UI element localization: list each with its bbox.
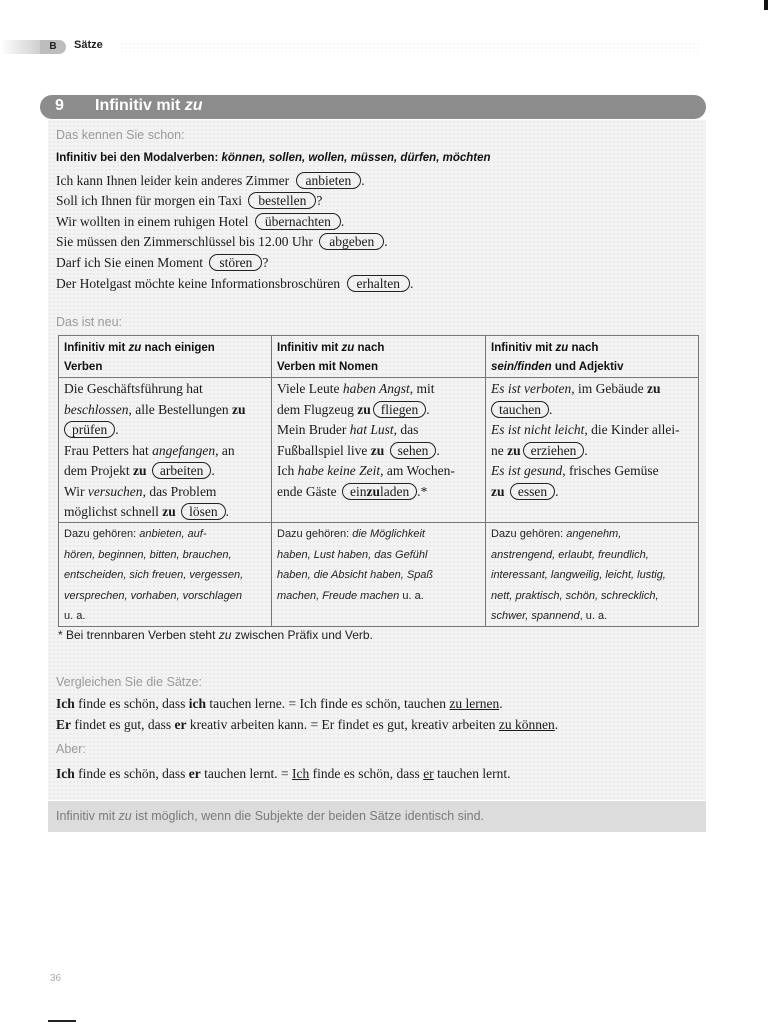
- sentence-text: tauchen lernt. =: [204, 766, 289, 781]
- example-text: dem Projekt: [64, 463, 130, 478]
- example-text: Wir: [64, 483, 85, 499]
- footnote-text: zwischen Präfix und Verb.: [234, 628, 373, 642]
- example-text: Sie müssen den Zimmerschlüssel bis 12.00 Uhr: [56, 234, 313, 249]
- header-text: und Adjektiv: [554, 361, 624, 373]
- running-head-dots: [120, 42, 700, 52]
- verb-pill: sehen: [390, 442, 437, 459]
- example-italic: angefangen: [152, 442, 216, 458]
- example-text: möglichst schnell: [64, 504, 159, 519]
- column-1-examples: [64, 379, 270, 523]
- related-list: versprechen, vorhaben, vorschlagen: [64, 589, 242, 602]
- example-line: [56, 254, 268, 271]
- header-text: Infinitiv mit: [491, 342, 553, 354]
- example-text: ne: [491, 442, 504, 458]
- known-subhead-italic: können, sollen, wollen, müssen, dürfen, möchten: [221, 152, 491, 164]
- running-head-fade: [0, 40, 40, 54]
- related-list: hören, beginnen, bitten, brauchen,: [64, 548, 232, 561]
- related-list: machen, Freude machen: [277, 589, 400, 602]
- infinitive-underlined: zu lernen: [449, 696, 500, 711]
- example-text: , alle Bestellungen: [128, 401, 229, 417]
- example-text: Ich kann Ihnen leider kein anderes Zimmer: [56, 173, 290, 188]
- verb-pill: abgeben: [319, 233, 384, 250]
- column-3-examples: [491, 379, 697, 502]
- related-list: angenehm,: [566, 528, 622, 540]
- verb-pill: stören: [209, 254, 262, 271]
- zu-bold: zu: [370, 442, 385, 458]
- sentence-text: kreativ arbeiten kann. = Er findet es gut, kreativ arbeiten: [189, 717, 496, 732]
- subject-bold: Ich: [56, 766, 75, 781]
- infinitive-underlined: zu können: [498, 717, 555, 732]
- header-zu: zu: [555, 342, 569, 354]
- chapter-title-prefix: Infinitiv mit: [95, 97, 181, 114]
- example-italic: beschlossen: [64, 401, 129, 417]
- column-header-3: [491, 339, 624, 377]
- column-header-1: [64, 339, 215, 377]
- example-end: .: [436, 442, 440, 458]
- example-end: .: [340, 214, 345, 229]
- section-title: Sätze: [74, 39, 103, 51]
- header-zu: zu: [341, 342, 355, 354]
- example-end: .: [426, 401, 430, 417]
- sentence-text: tauchen lernt.: [437, 766, 511, 781]
- example-text: dem Flugzeug: [277, 401, 354, 417]
- verb-pill: übernachten: [255, 213, 341, 230]
- verb-pill: tauchen: [491, 401, 549, 418]
- example-text: , an: [215, 442, 235, 458]
- example-text: , im Gebäude: [571, 381, 644, 396]
- example-end: .: [115, 422, 119, 437]
- example-text: , frisches Gemüse: [562, 463, 659, 478]
- footnote-text: * Bei trennbaren Verben steht: [58, 628, 216, 642]
- verb-pill: lösen: [181, 503, 226, 520]
- subject-bold: er: [174, 717, 187, 732]
- zu-bold: zu: [231, 401, 246, 417]
- zu-bold: zu: [133, 463, 147, 478]
- rule-text-part: Infinitiv mit: [56, 809, 116, 823]
- related-list: interessant, langweilig, leicht, lustig,: [491, 569, 666, 581]
- header-text: nach einigen: [144, 342, 215, 354]
- table-header-rule: [58, 377, 699, 378]
- known-subhead-bold: Infinitiv bei den Modalverben:: [56, 152, 219, 164]
- example-italic: Es ist verboten: [491, 381, 572, 396]
- verb-pill: prüfen: [64, 421, 115, 438]
- verb-prefix: ein: [349, 483, 367, 499]
- sentence-text: finde es schön, dass: [78, 766, 186, 781]
- verb-pill: erhalten: [347, 275, 410, 292]
- zu-bold: zu: [162, 504, 176, 519]
- zu-bold: zu: [646, 381, 661, 396]
- verb-pill: erziehen: [523, 442, 585, 459]
- example-italic: versuchen: [87, 483, 143, 499]
- example-end: .: [361, 173, 365, 188]
- subject-underlined: er: [423, 766, 434, 781]
- header-text: Infinitiv mit: [64, 342, 126, 354]
- related-list: entscheiden, sich freuen, vergessen,: [64, 569, 244, 581]
- example-text: , das: [393, 422, 419, 437]
- zu-bold: zu: [366, 483, 380, 499]
- example-text: ende Gäste: [277, 483, 337, 499]
- example-end: .: [410, 276, 414, 291]
- footnote: [58, 628, 373, 642]
- compare-sentence-3: [56, 766, 511, 782]
- example-text: , das Problem: [142, 483, 217, 499]
- sentence-text: finde es schön, dass: [312, 766, 420, 781]
- example-text: Wir wollten in einem ruhigen Hotel: [56, 214, 249, 229]
- related-label: Dazu gehören:: [64, 528, 137, 540]
- footnote-zu: zu: [218, 628, 232, 642]
- page-number: 36: [50, 973, 62, 984]
- sentence-end: .: [499, 696, 503, 711]
- related-etc: u. a.: [64, 610, 86, 622]
- column-2-related: [277, 524, 483, 606]
- verb-pill: anbieten: [296, 172, 362, 189]
- example-italic: habe keine Zeit: [297, 463, 381, 478]
- chapter-title: [95, 97, 203, 115]
- column-header-2: [277, 339, 384, 377]
- header-text: nach: [571, 342, 599, 354]
- verb-stem: laden: [379, 483, 410, 499]
- subject-underlined: Ich: [291, 766, 310, 781]
- example-end: .: [555, 483, 559, 499]
- example-end: .: [384, 234, 388, 249]
- chapter-title-italic: zu: [184, 97, 203, 114]
- sentence-end: .: [554, 717, 559, 732]
- rule-text: [56, 809, 484, 823]
- example-italic: Es ist nicht leicht: [491, 422, 585, 437]
- related-list: nett, praktisch, schön, schrecklich,: [491, 589, 659, 602]
- example-line: [56, 233, 388, 250]
- related-list: anstrengend, erlaubt, freundlich,: [491, 548, 649, 561]
- section-letter: B: [40, 40, 66, 54]
- related-list: die Möglichkeit: [352, 528, 425, 540]
- example-end: ?: [262, 255, 269, 270]
- table-divider: [271, 335, 272, 627]
- example-line: [56, 172, 365, 189]
- column-2-examples: [277, 379, 483, 502]
- verb-pill: essen: [510, 483, 555, 500]
- example-text: Die Geschäftsführung hat: [64, 381, 203, 396]
- column-3-related: [491, 524, 697, 627]
- chapter-number: 9: [55, 97, 64, 114]
- zu-bold: zu: [357, 401, 371, 417]
- sentence-text: findet es gut, dass: [74, 717, 172, 732]
- aber-label: Aber:: [56, 742, 86, 756]
- related-list: anbieten, auf-: [139, 528, 207, 540]
- example-text: Frau Petters hat: [64, 442, 149, 458]
- example-end: .: [211, 463, 215, 478]
- chapter-bar: [40, 95, 706, 119]
- header-text: Verben: [64, 361, 103, 373]
- subject-bold: ich: [188, 696, 207, 711]
- corner-mark: [764, 0, 768, 10]
- header-text: Infinitiv mit: [277, 342, 339, 354]
- example-text: Fußballspiel live: [277, 442, 368, 458]
- sentence-text: finde es schön, dass: [78, 696, 186, 711]
- rule-text-part: ist möglich, wenn die Subjekte der beiden Sätze identisch sind.: [135, 809, 485, 823]
- example-text: , mit: [409, 381, 435, 396]
- example-text: Viele Leute: [277, 381, 340, 396]
- example-end: ?: [316, 193, 323, 208]
- example-end: .*: [417, 483, 428, 499]
- example-text: Der Hotelgast möchte keine Informationsbroschüren: [56, 276, 341, 291]
- example-line: [56, 213, 344, 230]
- page-rule: [48, 1020, 76, 1022]
- related-label: Dazu gehören:: [277, 528, 350, 540]
- example-text: Ich: [277, 463, 295, 478]
- zu-bold: zu: [507, 442, 521, 458]
- example-italic: hat Lust: [349, 422, 394, 437]
- running-head: [0, 38, 768, 56]
- new-label: Das ist neu:: [56, 315, 123, 329]
- related-etc: , u. a.: [579, 610, 608, 622]
- example-line: [56, 275, 413, 292]
- compare-label: Vergleichen Sie die Sätze:: [56, 675, 202, 689]
- verb-pill: arbeiten: [152, 462, 211, 479]
- known-label: Das kennen Sie schon:: [56, 128, 185, 142]
- example-end: .: [225, 504, 229, 519]
- zu-bold: zu: [491, 483, 505, 499]
- subject-bold: Er: [56, 717, 71, 732]
- rule-zu: zu: [118, 809, 132, 823]
- example-italic: haben Angst: [342, 381, 410, 396]
- subject-bold: er: [188, 766, 201, 781]
- verb-pill: fliegen: [373, 401, 426, 418]
- related-label: Dazu gehören:: [491, 528, 564, 540]
- table-divider: [485, 335, 486, 627]
- compare-sentence-2: [56, 717, 558, 733]
- verb-pill: [342, 483, 417, 500]
- example-text: Soll ich Ihnen für morgen ein Taxi: [56, 193, 243, 208]
- header-text: nach: [357, 342, 385, 354]
- example-line: [56, 192, 322, 209]
- example-text: , die Kinder allei-: [584, 422, 680, 437]
- related-list: haben, Lust haben, das Gefühl: [277, 548, 428, 561]
- verb-pill: bestellen: [248, 192, 316, 209]
- compare-sentence-1: [56, 696, 503, 712]
- example-end: .: [548, 401, 553, 417]
- column-1-related: [64, 524, 270, 627]
- related-list: schwer, spannend: [491, 610, 580, 622]
- header-italic: sein/finden: [491, 361, 552, 373]
- example-end: .: [584, 442, 588, 458]
- example-text: Mein Bruder: [277, 422, 347, 437]
- example-italic: Es ist gesund: [491, 463, 563, 478]
- known-subhead: [56, 152, 491, 164]
- example-text: Darf ich Sie einen Moment: [56, 255, 203, 270]
- related-etc: u. a.: [402, 589, 424, 602]
- header-zu: zu: [128, 342, 142, 354]
- sentence-text: tauchen lerne. = Ich finde es schön, tauchen: [209, 696, 447, 711]
- header-text: Verben mit Nomen: [277, 361, 378, 373]
- related-list: haben, die Absicht haben, Spaß: [277, 569, 434, 581]
- subject-bold: Ich: [56, 696, 75, 711]
- example-text: , am Wochen-: [380, 463, 455, 478]
